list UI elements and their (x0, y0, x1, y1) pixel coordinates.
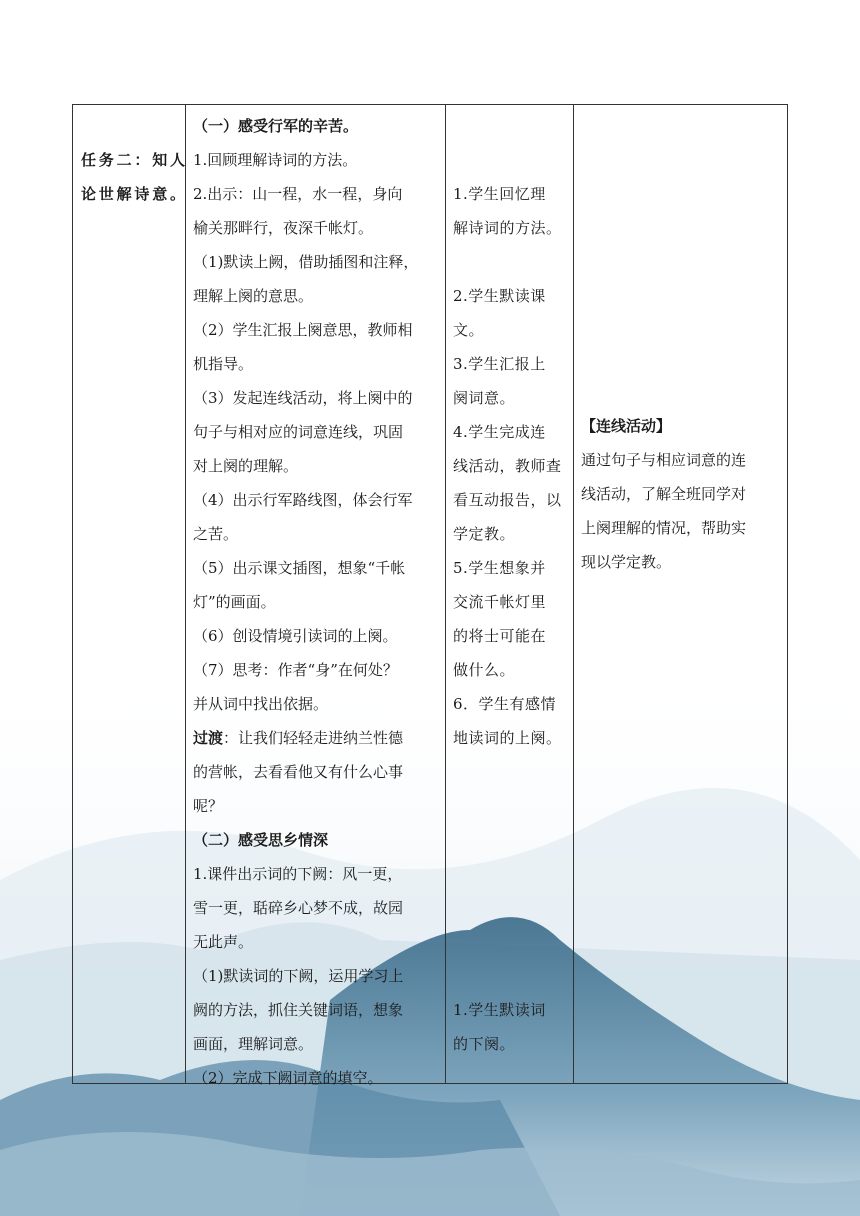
lesson-plan-table (72, 104, 788, 1087)
content-line: （2）学生汇报上阕意思，教师相 (193, 321, 413, 339)
student-line: 6．学生有感情 (453, 695, 557, 713)
student-line: 3.学生汇报上 (453, 355, 546, 373)
design-line: 上阕理解的情况，帮助实 (581, 519, 747, 537)
student-line: 看互动报告，以 (453, 491, 562, 509)
content-line: 机指导。 (193, 355, 254, 373)
student-line: 学定教。 (453, 525, 516, 543)
student-line: 1.学生回忆理 (453, 185, 546, 203)
student-line: 4.学生完成连 (453, 423, 546, 441)
content-line: 之苦。 (193, 525, 239, 543)
transition-line (193, 721, 443, 755)
design-line: 通过句子与相应词意的连 (581, 451, 747, 469)
column-divider (445, 105, 446, 1083)
student-line: 1.学生默读词 (453, 1001, 546, 1019)
student-line: 交流千帐灯里 (453, 593, 547, 611)
content-line: 灯”的画面。 (193, 593, 276, 611)
content-line: 无此声。 (193, 933, 254, 951)
content-line: （1)默读上阙，借助插图和注释， (193, 253, 419, 271)
column-divider (573, 105, 574, 1083)
student-line: 的下阕。 (453, 1035, 516, 1053)
content-line: 理解上阕的意思。 (193, 287, 314, 305)
transition-text: ：让我们轻轻走进纳兰性德 (223, 729, 404, 747)
column-divider (185, 105, 186, 1083)
content-line: （7）思考：作者“身”在何处？ (193, 661, 398, 679)
design-title: 【连线活动】 (581, 417, 672, 435)
design-intent-column (581, 409, 785, 579)
content-line: 并从词中找出依据。 (193, 695, 329, 713)
content-line: （6）创设情境引读词的上阕。 (193, 627, 398, 645)
content-line: 的营帐，去看看他又有什么心事 (193, 763, 404, 781)
content-line: （1)默读词的下阙，运用学习上 (193, 967, 404, 985)
student-line: 解诗词的方法。 (453, 219, 562, 237)
content-line: 1.课件出示词的下阙：风一更， (193, 865, 403, 883)
student-line: 地读词的上阕。 (453, 729, 562, 747)
student-activity-column (453, 177, 569, 1061)
content-line: 画面，理解词意。 (193, 1035, 314, 1053)
student-line: 5.学生想象并 (453, 559, 546, 577)
student-line: 的将士可能在 (453, 627, 547, 645)
design-line: 现以学定教。 (581, 553, 672, 571)
section-heading: （一）感受行军的辛苦。 (193, 117, 359, 135)
content-line: （5）出示课文插图，想象“千帐 (193, 559, 406, 577)
content-line: 2.出示：山一程，水一程，身向 (193, 185, 403, 203)
section-heading: （二）感受思乡情深 (193, 831, 329, 849)
content-line: 阙的方法，抓住关键词语，想象 (193, 1001, 404, 1019)
student-line: 做什么。 (453, 661, 516, 679)
content-line: 1.回顾理解诗词的方法。 (193, 151, 358, 169)
design-line: 线活动，了解全班同学对 (581, 485, 747, 503)
content-line: 榆关那畔行，夜深千帐灯。 (193, 219, 374, 237)
student-line: 文。 (453, 321, 485, 339)
content-line: （3）发起连线活动，将上阕中的 (193, 389, 413, 407)
student-line: 线活动，教师查 (453, 457, 562, 475)
teacher-activity-column (193, 109, 443, 1095)
content-line: 对上阕的理解。 (193, 457, 299, 475)
content-line: 句子与相对应的词意连线，巩固 (193, 423, 404, 441)
content-line: 雪一更，聒碎乡心梦不成，故园 (193, 899, 404, 917)
student-line: 阕词意。 (453, 389, 516, 407)
transition-label: 过渡 (193, 729, 224, 747)
task-column (81, 143, 185, 211)
task-title-line: 任务二：知人 (81, 151, 185, 169)
content-line: 呢？ (193, 797, 224, 815)
task-title-line: 论世解诗意。 (81, 185, 185, 203)
content-line: （2）完成下阙词意的填空。 (193, 1069, 383, 1087)
content-line: （4）出示行军路线图，体会行军 (193, 491, 413, 509)
student-line: 2.学生默读课 (453, 287, 546, 305)
